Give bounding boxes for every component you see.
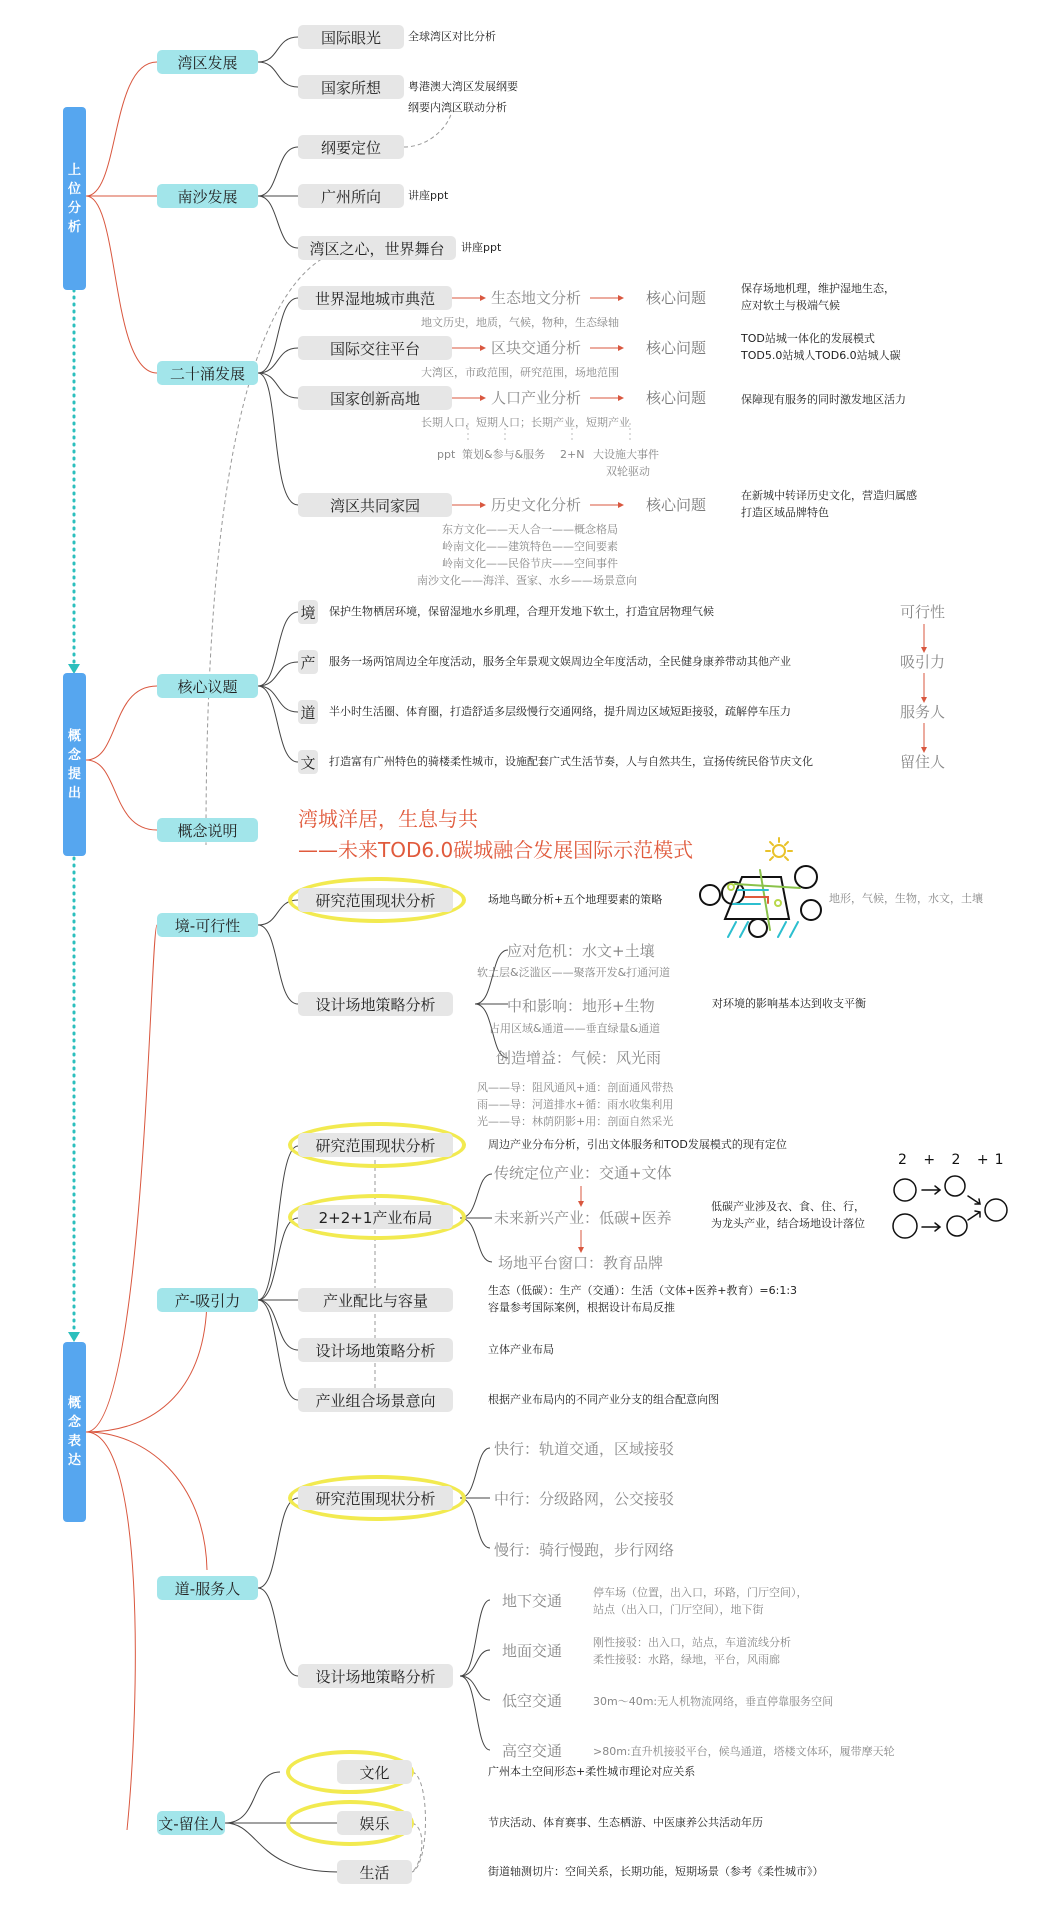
chain-feasibility: 可行性 bbox=[900, 603, 946, 621]
note-homeland-1: 在新城中转译历史文化，营造归属感 bbox=[741, 489, 917, 502]
node-core-topics[interactable]: 核心议题 bbox=[157, 674, 258, 698]
note-life: 街道轴测切片：空间关系，长期功能，短期场景（参考《柔性城市》） bbox=[488, 1865, 824, 1878]
chain-serve-people: 服务人 bbox=[900, 703, 946, 721]
node-entertainment[interactable]: 娱乐 bbox=[337, 1811, 412, 1835]
note-industry-distribution: 周边产业分布分析，引出文体服务和TOD发展模式的现有定位 bbox=[488, 1138, 787, 1151]
node-international-vision[interactable]: 国际眼光 bbox=[298, 25, 404, 49]
analysis-population: 人口产业分析 bbox=[491, 389, 582, 407]
strategy-neutralize: 中和影响：地形+生物 bbox=[507, 997, 655, 1015]
strategy-rain: 雨——导：河道排水+循：雨水收集利用 bbox=[477, 1098, 674, 1111]
sketch-221-label: 2 + 2 +1 bbox=[898, 1152, 1010, 1168]
root-char: 概 bbox=[67, 728, 81, 744]
note-underground-1: 停车场（位置，出入口，环路，门厅空间）， bbox=[593, 1586, 808, 1599]
note-low-carbon-2: 为龙头产业，结合场地设计落位 bbox=[711, 1217, 865, 1230]
note-ratio-1: 生态（低碳）：生产（交通）：生活（文体+医养+教育）=6:1:3 bbox=[488, 1284, 798, 1297]
core-issue-4: 核心问题 bbox=[646, 496, 707, 514]
note-five-elements: 地形，气候，生物，水文，土壤 bbox=[829, 892, 983, 905]
node-nansha-development[interactable]: 南沙发展 bbox=[157, 184, 258, 208]
note-outline-linkage: 纲要内湾区联动分析 bbox=[408, 101, 507, 114]
node-research-status-1[interactable]: 研究范围现状分析 bbox=[298, 888, 453, 912]
node-bay-development[interactable]: 湾区发展 bbox=[157, 50, 258, 74]
mode-fast: 快行：轨道交通，区域接驳 bbox=[494, 1440, 675, 1458]
sub-item-ppt: ppt bbox=[437, 448, 456, 461]
topic-road-text: 半小时生活圈、体育圈，打造舒适多层级慢行交通网络，提升周边区域短距接驳，疏解停车压力 bbox=[329, 705, 791, 718]
root-char: 念 bbox=[67, 747, 81, 763]
node-industry-attraction[interactable]: 产-吸引力 bbox=[157, 1288, 258, 1312]
topic-industry-text: 服务一场两馆周边全年度活动，服务全年景观文娱周边全年度活动，全民健身康养带动其他产业 bbox=[329, 655, 791, 668]
traffic-underground: 地下交通 bbox=[502, 1592, 563, 1610]
note-tod-2: TOD5.0站城人TOD6.0站城人碳 bbox=[741, 349, 901, 362]
key-industry[interactable]: 产 bbox=[298, 650, 318, 674]
root-char: 表 bbox=[67, 1434, 81, 1449]
traffic-high-altitude: 高空交通 bbox=[502, 1742, 563, 1760]
node-site-strategy-1[interactable]: 设计场地策略分析 bbox=[298, 992, 453, 1016]
note-low-altitude: 30m～40m:无人机物流网络，垂直停靠服务空间 bbox=[593, 1695, 834, 1708]
sub-population: 长期人口，短期人口；长期产业，短期产业 bbox=[421, 416, 630, 429]
strategy-crisis-sub: 软土层&泛滥区——聚落开发&打通河道 bbox=[477, 966, 671, 979]
node-industry-scene[interactable]: 产业组合场景意向 bbox=[298, 1388, 453, 1412]
topic-culture-text: 打造富有广州特色的骑楼柔性城市，设施配套广式生活节奏，人与自然共生，宣扬传统民俗节庆文化 bbox=[329, 755, 813, 768]
traffic-low-altitude: 低空交通 bbox=[502, 1692, 563, 1710]
strategy-light: 光——导：林荫阴影+用：剖面自然采光 bbox=[477, 1115, 674, 1128]
flow-traditional: 传统定位产业：交通+文体 bbox=[494, 1164, 672, 1182]
analysis-traffic: 区块交通分析 bbox=[491, 339, 582, 357]
note-aerial-analysis: 场地鸟瞰分析+五个地理要素的策略 bbox=[488, 893, 663, 906]
sub-item-planning: 策划&参与&服务 bbox=[462, 448, 546, 461]
note-gba-outline: 粤港澳大湾区发展纲要 bbox=[408, 80, 518, 93]
root-char: 位 bbox=[67, 181, 81, 197]
node-research-status-3[interactable]: 研究范围现状分析 bbox=[298, 1486, 453, 1510]
note-low-carbon-1: 低碳产业涉及衣、食、住、行， bbox=[711, 1200, 865, 1213]
note-global-bay-comparison: 全球湾区对比分析 bbox=[408, 30, 496, 43]
note-tod-1: TOD站城一体化的发展模式 bbox=[741, 332, 875, 345]
concept-title-line1: 湾城洋居，生息与共 bbox=[298, 807, 478, 831]
note-wetland-2: 应对软土与极端气候 bbox=[741, 299, 840, 312]
mode-slow: 慢行：骑行慢跑，步行网络 bbox=[494, 1541, 675, 1559]
chain-retain-people: 留住人 bbox=[900, 753, 946, 771]
concept-title-line2: ——未来TOD6.0碳城融合发展国际示范模式 bbox=[298, 838, 694, 862]
flow-emerging: 未来新兴产业：低碳+医养 bbox=[494, 1209, 672, 1227]
sub-eco-geo: 地文历史，地质，气候，物种，生态绿轴 bbox=[421, 316, 619, 329]
note-innovation: 保障现有服务的同时激发地区活力 bbox=[741, 393, 906, 406]
note-ground-1: 刚性接驳：出入口，站点，车道流线分析 bbox=[593, 1636, 791, 1649]
root-char: 析 bbox=[67, 219, 81, 235]
node-concept-explanation[interactable]: 概念说明 bbox=[157, 818, 258, 842]
core-issue-1: 核心问题 bbox=[646, 289, 707, 307]
note-environment-balance: 对环境的影响基本达到收支平衡 bbox=[712, 997, 866, 1010]
root-char: 上 bbox=[67, 162, 81, 178]
node-shared-homeland[interactable]: 湾区共同家园 bbox=[298, 493, 452, 517]
root-char: 达 bbox=[67, 1453, 81, 1468]
key-culture[interactable]: 文 bbox=[298, 750, 318, 774]
note-high-altitude: >80m:直升机接驳平台，候鸟通道，塔楼文体环，履带摩天轮 bbox=[593, 1745, 895, 1758]
strategy-gain: 创造增益：气候：风光雨 bbox=[496, 1049, 662, 1067]
note-lecture-ppt: 讲座ppt bbox=[408, 189, 449, 202]
node-culture[interactable]: 文化 bbox=[337, 1760, 412, 1784]
node-outline-positioning[interactable]: 纲要定位 bbox=[298, 135, 404, 159]
analysis-history-culture: 历史文化分析 bbox=[491, 496, 582, 514]
node-ershichong-development[interactable]: 二十涌发展 bbox=[157, 361, 258, 385]
note-culture: 广州本土空间形态+柔性城市理论对应关系 bbox=[488, 1765, 696, 1778]
node-national-plan[interactable]: 国家所想 bbox=[298, 75, 404, 99]
sub-traffic: 大湾区，市政范围，研究范围，场地范围 bbox=[421, 366, 619, 379]
node-research-status-2[interactable]: 研究范围现状分析 bbox=[298, 1133, 453, 1157]
node-road-service[interactable]: 道-服务人 bbox=[157, 1576, 258, 1600]
node-221-layout[interactable]: 2+2+1产业布局 bbox=[298, 1205, 453, 1229]
key-road[interactable]: 道 bbox=[298, 700, 318, 724]
mode-medium: 中行：分级路网，公交接驳 bbox=[494, 1490, 675, 1508]
sub-item-dual-drive: 双轮驱动 bbox=[606, 465, 650, 478]
chain-attraction: 吸引力 bbox=[900, 653, 946, 671]
note-homeland-2: 打造区域品牌特色 bbox=[741, 506, 829, 519]
root-char: 概 bbox=[67, 1396, 81, 1411]
sub-culture-4: 南沙文化——海洋、疍家、水乡——场景意向 bbox=[417, 574, 637, 587]
sub-culture-1: 东方文化——天人合一——概念格局 bbox=[442, 523, 618, 536]
note-ratio-2: 容量参考国际案例，根据设计布局反推 bbox=[488, 1301, 675, 1314]
note-scene-intent: 根据产业布局内的不同产业分支的组合配意向图 bbox=[488, 1393, 719, 1406]
node-environment-feasibility[interactable]: 境-可行性 bbox=[157, 913, 258, 937]
node-international-exchange[interactable]: 国际交往平台 bbox=[298, 336, 452, 360]
strategy-wind: 风——导：阻风通风+通：剖面通风带热 bbox=[477, 1081, 674, 1094]
node-culture-retain[interactable]: 文-留住人 bbox=[157, 1811, 225, 1835]
note-entertainment: 节庆活动、体育赛事、生态栖游、中医康养公共活动年历 bbox=[488, 1816, 763, 1829]
root-char: 念 bbox=[67, 1415, 81, 1430]
strategy-crisis: 应对危机：水文+土壤 bbox=[507, 942, 655, 960]
sub-item-2n: 2+N bbox=[560, 448, 585, 461]
root-char: 出 bbox=[67, 785, 81, 801]
root-char: 分 bbox=[67, 200, 81, 216]
node-bay-heart-world-stage[interactable]: 湾区之心，世界舞台 bbox=[298, 236, 456, 260]
note-3d-layout: 立体产业布局 bbox=[488, 1343, 554, 1356]
note-ground-2: 柔性接驳：水路，绿地，平台，风雨廊 bbox=[593, 1653, 780, 1666]
strategy-neutralize-sub: 占用区域&通道——垂直绿量&通道 bbox=[489, 1022, 661, 1035]
root-concept-expression[interactable] bbox=[63, 1342, 86, 1522]
node-wetland-city[interactable]: 世界湿地城市典范 bbox=[298, 286, 452, 310]
root-char: 提 bbox=[67, 766, 81, 782]
note-underground-2: 站点（出入口，门厅空间），地下街 bbox=[593, 1603, 764, 1616]
root-concept-proposal[interactable] bbox=[63, 673, 86, 856]
traffic-ground: 地面交通 bbox=[502, 1642, 563, 1660]
topic-environment-text: 保护生物栖居环境，保留湿地水乡肌理，合理开发地下软土，打造宜居物理气候 bbox=[329, 605, 714, 618]
node-national-innovation[interactable]: 国家创新高地 bbox=[298, 386, 452, 410]
node-life[interactable]: 生活 bbox=[337, 1860, 412, 1884]
sub-item-facilities: 大设施大事件 bbox=[593, 448, 659, 461]
sub-culture-2: 岭南文化——建筑特色——空间要素 bbox=[442, 540, 618, 553]
root-upper-analysis[interactable] bbox=[63, 107, 86, 290]
note-wetland-1: 保存场地机理，维护湿地生态， bbox=[741, 282, 895, 295]
node-industry-ratio[interactable]: 产业配比与容量 bbox=[298, 1288, 453, 1312]
analysis-eco-geo: 生态地文分析 bbox=[491, 289, 582, 307]
node-site-strategy-3[interactable]: 设计场地策略分析 bbox=[298, 1664, 453, 1688]
node-guangzhou-direction[interactable]: 广州所向 bbox=[298, 184, 404, 208]
node-site-strategy-2[interactable]: 设计场地策略分析 bbox=[298, 1338, 453, 1362]
flow-platform: 场地平台窗口：教育品牌 bbox=[498, 1254, 664, 1272]
note-lecture-ppt-2: 讲座ppt bbox=[461, 241, 502, 254]
core-issue-2: 核心问题 bbox=[646, 339, 707, 357]
key-environment[interactable]: 境 bbox=[298, 600, 318, 624]
sub-culture-3: 岭南文化——民俗节庆——空间事件 bbox=[442, 557, 618, 570]
core-issue-3: 核心问题 bbox=[646, 389, 707, 407]
